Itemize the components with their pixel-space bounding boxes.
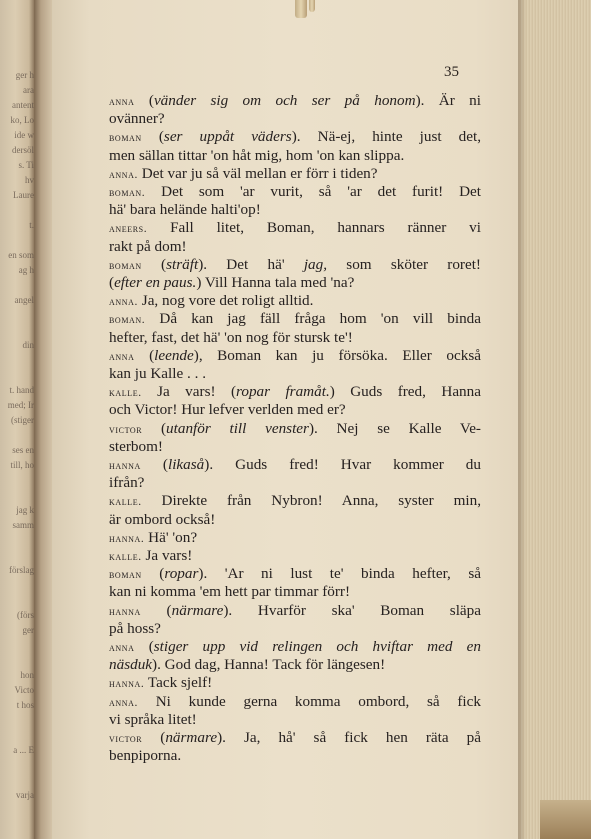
dialogue-text: ovänner? [109, 110, 165, 128]
left-page-fragment: Laure [13, 190, 34, 200]
left-page-fragment: a ... E [13, 745, 34, 755]
stage-direction: vänder sig om och ser på honom [153, 92, 416, 109]
left-page-fragment: antent [12, 100, 34, 110]
speaker-name: kalle. [109, 496, 142, 509]
dialogue-text: Direkte från Nybron! Anna, syster min, [141, 492, 481, 510]
left-page-fragment: ide w [14, 130, 34, 140]
left-page-fragment [0, 355, 34, 365]
dialogue-text: ). Guds fred! Hvar kommer du [204, 456, 481, 473]
book-cover-corner [540, 800, 591, 839]
stage-direction: näsduk [109, 656, 153, 674]
left-page-fragment [0, 205, 34, 215]
dialogue-text: ). Ja, hå' så fick hen räta på [217, 729, 481, 746]
left-page-fragment [0, 550, 34, 560]
speaker-name: hanna. [109, 678, 145, 691]
dialogue-text: ( [109, 274, 115, 291]
speaker-name: anna. [109, 696, 138, 709]
dialogue-text: ). Hvarför ska' Boman släpa [223, 601, 482, 619]
stage-direction: utanför till venster [166, 419, 309, 437]
speaker-name: anna [109, 96, 135, 108]
left-page-fragment [0, 430, 34, 440]
left-page-fragment: s. Ti [18, 160, 34, 170]
dialogue-text: Då kan jag fäll fråga hom 'on vill binda [145, 310, 481, 328]
dialogue-text: ) Guds fred, Hanna [329, 383, 481, 401]
dialogue-text: kan ju Kalle . . . [109, 365, 207, 382]
book-page [52, 0, 522, 839]
speaker-name: boman. [109, 314, 146, 327]
dialogue-text: Ja, nog vore det roligt alltid. [137, 292, 314, 310]
left-page-fragment [0, 715, 34, 725]
book-gutter [34, 0, 54, 839]
speaker-name: boman [109, 259, 142, 272]
left-page-fragment: ses en [12, 445, 34, 455]
dialogue-text: kan ni komma 'em hett par timmar förr! [109, 583, 351, 601]
dialogue-text: ( [134, 346, 155, 364]
stage-direction: likaså [167, 456, 205, 473]
dialogue-text: ). God dag, Hanna! Tack för längesen! [152, 656, 386, 674]
left-page-fragment: ger [22, 625, 34, 635]
left-page-fragment [0, 370, 34, 380]
dialogue-text: benpiporna. [109, 747, 182, 765]
stage-direction: närmare [165, 729, 218, 746]
dialogue-text: men sällan tittar 'on håt mig, hom 'on kan slippa. [109, 146, 405, 164]
left-page-fragment [0, 325, 34, 335]
left-page-fragment: (stiger [11, 415, 34, 425]
left-page-fragment: t. [29, 220, 34, 230]
stage-direction: leende [154, 346, 194, 364]
stage-direction: efter en paus. [114, 274, 197, 291]
speaker-name: aneers. [109, 223, 148, 236]
dialogue-text: ( [134, 92, 154, 109]
speaker-name: boman. [109, 187, 146, 199]
dialogue-text: ). Är ni [415, 92, 481, 109]
speaker-name: kalle. [109, 551, 142, 563]
stage-direction: ser uppåt väders [163, 128, 292, 146]
ribbon-bookmark [309, 0, 315, 12]
left-page-fragment: jag k [16, 505, 34, 515]
dialogue-text: ( [142, 729, 166, 746]
dialogue-text: och Victor! Hur lefver verlden med er? [109, 401, 346, 419]
left-page-fragment: förslag [9, 565, 34, 575]
left-page-fragment [0, 475, 34, 485]
speaker-name: boman [109, 569, 142, 582]
speaker-name: victor [109, 423, 143, 436]
stage-direction: närmare [171, 601, 224, 619]
dialogue-text: Det var ju så väl mellan er förr i tiden? [137, 164, 378, 182]
dialogue-text: Fall litet, Boman, hannars ränner vi [147, 219, 481, 237]
left-page-fragment [0, 310, 34, 320]
page-edge-shadow [518, 0, 526, 839]
dialogue-text: ( [140, 601, 172, 619]
left-page-fragment: ger h [15, 70, 34, 80]
dialogue-text: ). Nä-ej, hinte just det, [291, 128, 481, 146]
speaker-name: anna [109, 642, 135, 654]
speaker-name: anna. [109, 168, 138, 181]
dialogue-text: Hä' 'on? [144, 528, 198, 546]
dialogue-text: sterbom! [109, 437, 163, 455]
speaker-name: anna. [109, 296, 138, 309]
left-page-fragment [0, 490, 34, 500]
dialogue-text: ( [140, 456, 168, 473]
left-page-fragment: hon [20, 670, 34, 680]
dialogue-text: ) Vill Hanna tala med 'na? [196, 274, 355, 291]
left-page-fragment [0, 760, 34, 770]
page-edges [518, 0, 591, 839]
left-page-fragment: t hos [16, 700, 34, 710]
left-page-fragment: en som [8, 250, 34, 260]
left-page-fragment: ag h [18, 265, 34, 275]
speaker-name: kalle. [109, 387, 142, 400]
ribbon-bookmark [295, 0, 307, 18]
stage-direction: stiger upp vid relingen och hviftar med en [153, 638, 481, 655]
dialogue-text: är ombord också! [109, 510, 216, 528]
text-line [109, 745, 481, 767]
left-page-fragment: Victo [14, 685, 34, 695]
dialogue-text: ( [142, 419, 167, 437]
dialogue-text: ). 'Ar ni lust te' binda hefter, så [198, 565, 482, 583]
dialogue-text: ( [141, 255, 167, 273]
dialogue-text: ifrån? [109, 474, 145, 492]
speaker-name: victor [109, 733, 143, 745]
dialogue-text: vi språka litet! [109, 710, 197, 728]
left-page-fragment: till, ho [10, 460, 34, 470]
left-page-fragment [0, 730, 34, 740]
speaker-name: hanna. [109, 532, 145, 545]
left-page-fragment: angel [14, 295, 34, 305]
left-page-fragment: ara [23, 85, 34, 95]
speaker-name: hanna [109, 460, 141, 472]
dialogue-text: Ja vars! [141, 547, 193, 564]
left-page-fragment [0, 775, 34, 785]
dialogue-text: på hoss? [109, 619, 161, 637]
page-number: 35 [444, 64, 459, 80]
dialogue-text: som sköter roret! [327, 255, 481, 273]
stage-direction: sträft [166, 255, 199, 273]
dialogue-text: hefter, fast, det hä' 'on nog för stursk te'! [109, 328, 353, 346]
left-page-fragment [0, 580, 34, 590]
dialogue-text: Tack sjelf! [144, 674, 213, 692]
dialogue-text: Ja vars! ( [141, 383, 236, 401]
left-page-fragment: med; Ir [7, 400, 34, 410]
left-page-fragment [0, 235, 34, 245]
speaker-name: anna [109, 350, 135, 363]
left-page-fragment [0, 535, 34, 545]
left-page-edge [0, 0, 34, 839]
left-page-fragment: (förs [17, 610, 34, 620]
dialogue-text: ). Det hä' [198, 255, 304, 273]
left-page-fragment: samm [12, 520, 34, 530]
speaker-name: boman [109, 132, 142, 145]
dialogue-text: ( [141, 565, 165, 583]
left-page-fragment: varja [16, 790, 34, 800]
stage-direction: jag, [303, 255, 328, 273]
left-page-fragment [0, 280, 34, 290]
left-page-fragment: ko, Lo [10, 115, 34, 125]
dialogue-text: rakt på dom! [109, 237, 187, 255]
stage-direction: ropar [164, 565, 199, 583]
left-page-fragment: din [22, 340, 34, 350]
left-page-fragment: t. hand [9, 385, 34, 395]
dialogue-text: Ni kunde gerna komma ombord, så fick [137, 692, 481, 710]
dialogue-text: ( [134, 638, 154, 655]
stage-direction: ropar framåt. [236, 383, 330, 401]
dialogue-text: ( [141, 128, 164, 146]
left-page-fragment [0, 655, 34, 665]
dialogue-text: ). Nej se Kalle Ve- [308, 419, 481, 437]
left-page-fragment [0, 640, 34, 650]
dialogue-text: ), Boman kan ju försöka. Eller också [193, 346, 481, 364]
left-page-fragment: hv [25, 175, 34, 185]
dialogue-text: hä' bara helände halti'op! [109, 201, 261, 219]
left-page-fragment: dersöl [12, 145, 34, 155]
dialogue-text: Det som 'ar vurit, så 'ar det furit! Det [145, 183, 481, 200]
left-page-fragment [0, 595, 34, 605]
speaker-name: hanna [109, 605, 141, 618]
